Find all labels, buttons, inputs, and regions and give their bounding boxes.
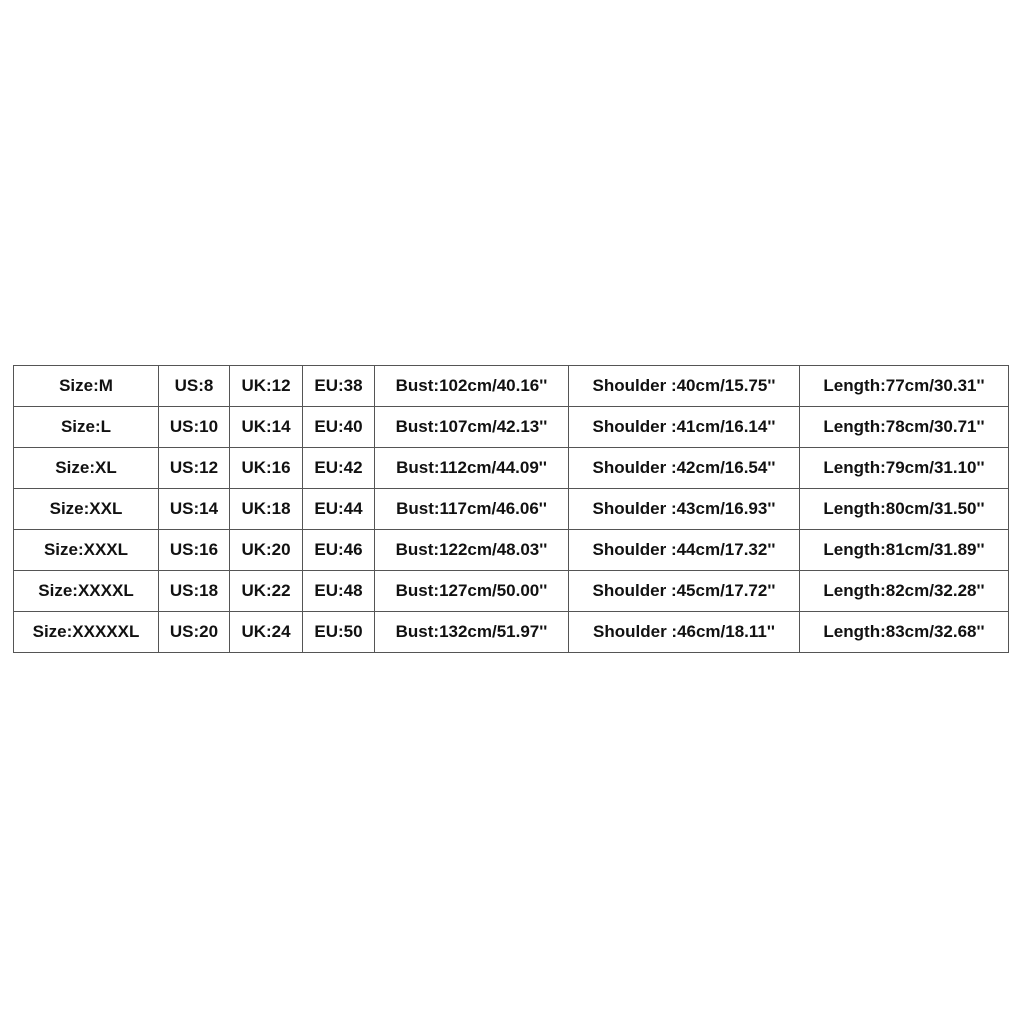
eu-size-cell: EU:40 [303,407,375,448]
shoulder-cell: Shoulder :43cm/16.93'' [569,489,800,530]
size-chart-table [13,365,1009,653]
size-row-m [14,366,1009,407]
size-cell: Size:XL [14,448,159,489]
bust-cell: Bust:112cm/44.09'' [375,448,569,489]
size-cell: Size:XXXXXL [14,612,159,653]
size-cell: Size:XXXXL [14,571,159,612]
uk-size-cell: UK:18 [230,489,303,530]
size-row-xxxl [14,530,1009,571]
shoulder-cell: Shoulder :46cm/18.11'' [569,612,800,653]
bust-cell: Bust:132cm/51.97'' [375,612,569,653]
bust-cell: Bust:107cm/42.13'' [375,407,569,448]
uk-size-cell: UK:16 [230,448,303,489]
bust-cell: Bust:127cm/50.00'' [375,571,569,612]
eu-size-cell: EU:48 [303,571,375,612]
size-cell: Size:M [14,366,159,407]
eu-size-cell: EU:44 [303,489,375,530]
length-cell: Length:80cm/31.50'' [800,489,1009,530]
us-size-cell: US:16 [159,530,230,571]
uk-size-cell: UK:12 [230,366,303,407]
size-cell: Size:XXXL [14,530,159,571]
bust-cell: Bust:122cm/48.03'' [375,530,569,571]
length-cell: Length:77cm/30.31'' [800,366,1009,407]
size-cell: Size:L [14,407,159,448]
size-row-l [14,407,1009,448]
size-row-xxl [14,489,1009,530]
shoulder-cell: Shoulder :42cm/16.54'' [569,448,800,489]
eu-size-cell: EU:50 [303,612,375,653]
eu-size-cell: EU:46 [303,530,375,571]
shoulder-cell: Shoulder :40cm/15.75'' [569,366,800,407]
us-size-cell: US:18 [159,571,230,612]
size-row-xl [14,448,1009,489]
shoulder-cell: Shoulder :41cm/16.14'' [569,407,800,448]
bust-cell: Bust:117cm/46.06'' [375,489,569,530]
length-cell: Length:83cm/32.68'' [800,612,1009,653]
length-cell: Length:81cm/31.89'' [800,530,1009,571]
length-cell: Length:82cm/32.28'' [800,571,1009,612]
size-row-xxxxl [14,571,1009,612]
size-chart-body [14,366,1009,653]
shoulder-cell: Shoulder :45cm/17.72'' [569,571,800,612]
size-cell: Size:XXL [14,489,159,530]
uk-size-cell: UK:24 [230,612,303,653]
us-size-cell: US:14 [159,489,230,530]
uk-size-cell: UK:14 [230,407,303,448]
uk-size-cell: UK:22 [230,571,303,612]
shoulder-cell: Shoulder :44cm/17.32'' [569,530,800,571]
size-row-xxxxxl [14,612,1009,653]
us-size-cell: US:8 [159,366,230,407]
length-cell: Length:78cm/30.71'' [800,407,1009,448]
us-size-cell: US:10 [159,407,230,448]
bust-cell: Bust:102cm/40.16'' [375,366,569,407]
eu-size-cell: EU:42 [303,448,375,489]
uk-size-cell: UK:20 [230,530,303,571]
us-size-cell: US:12 [159,448,230,489]
length-cell: Length:79cm/31.10'' [800,448,1009,489]
eu-size-cell: EU:38 [303,366,375,407]
us-size-cell: US:20 [159,612,230,653]
